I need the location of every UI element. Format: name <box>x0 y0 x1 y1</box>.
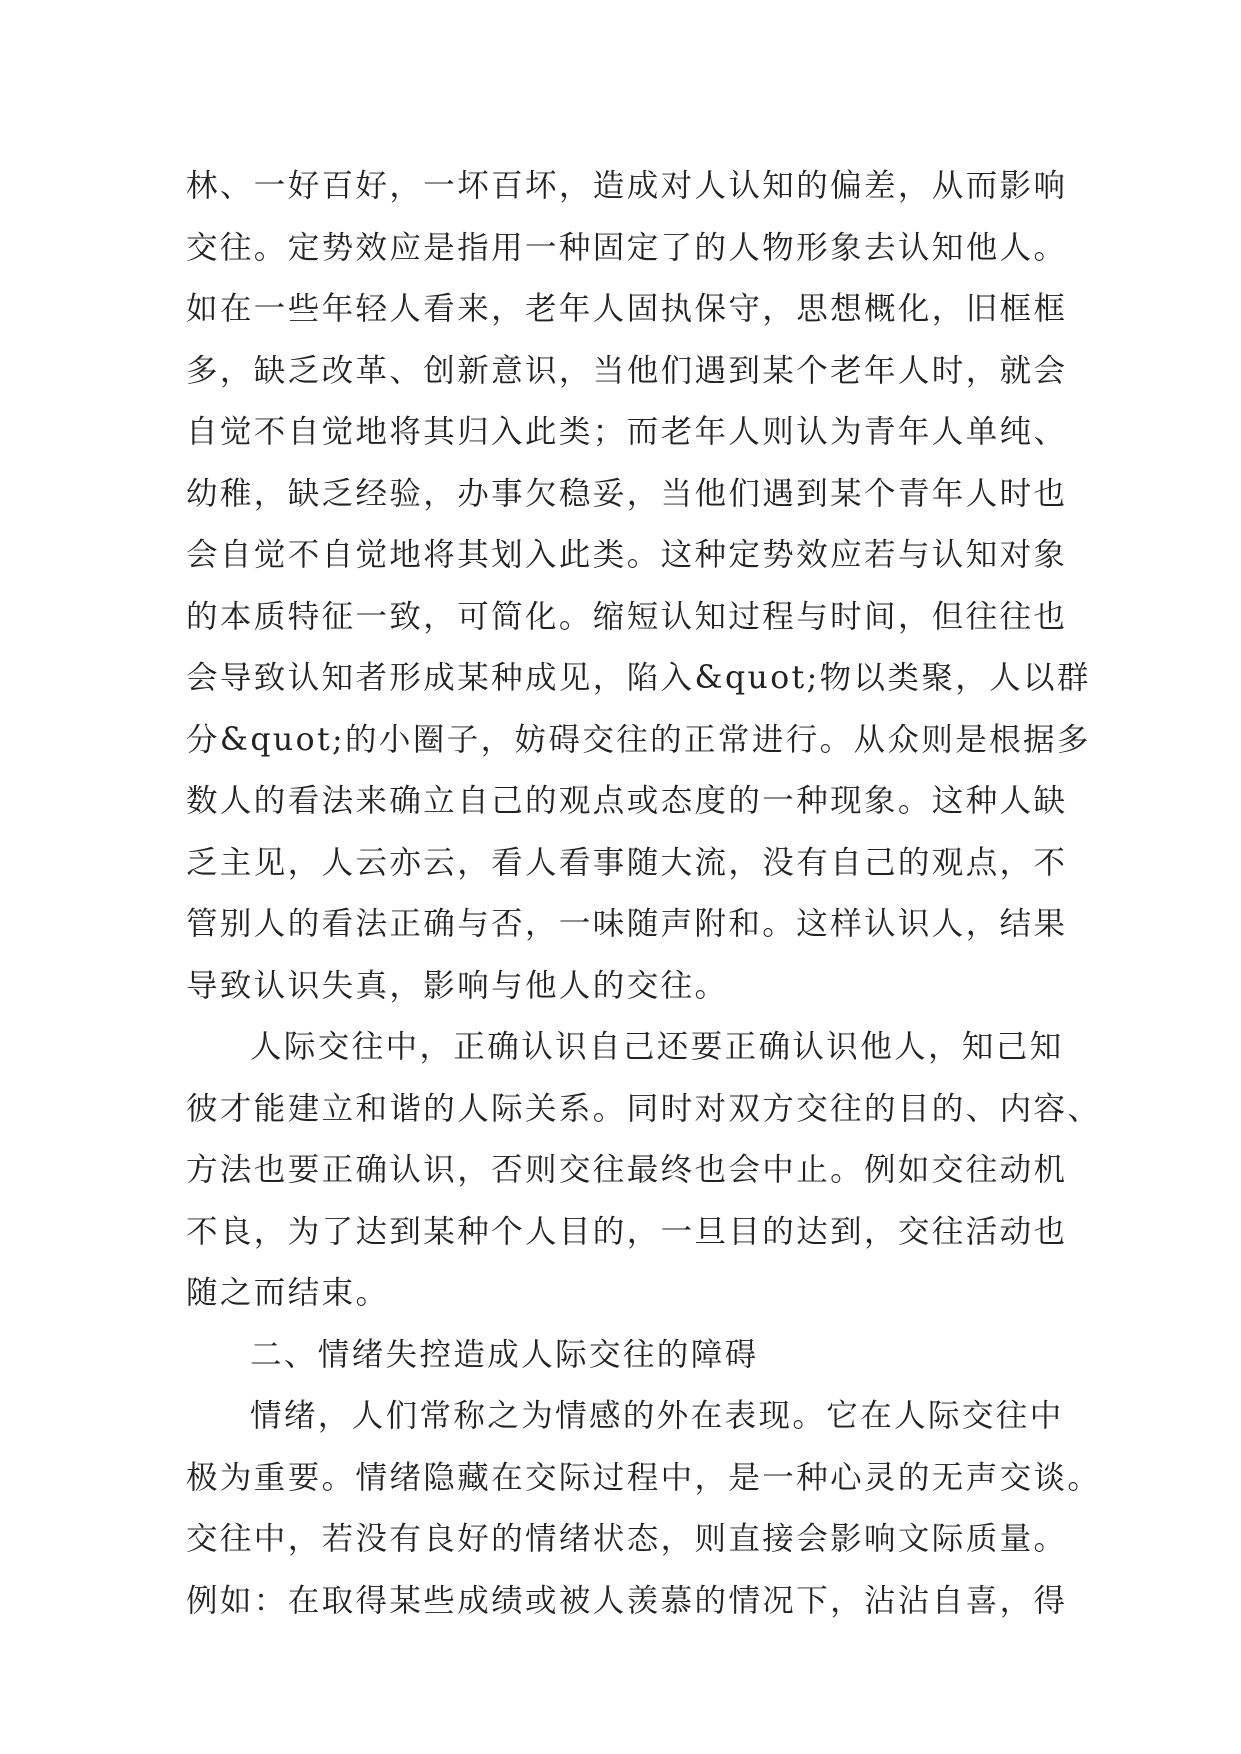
text-line: 幼稚，缺乏经验，办事欠稳妥，当他们遇到某个青年人时也 <box>186 475 1068 512</box>
text-line: 交往中，若没有良好的情绪状态，则直接会影响文际质量。 <box>186 1521 1068 1557</box>
text-line: 会导致认知者形成某种成见，陷入&quot;物以类聚，人以群 <box>186 660 1091 696</box>
paragraph-first-line: 人际交往中，正确认识自己还要正确认识他人，知己知 <box>250 1029 1064 1065</box>
text-line: 会自觉不自觉地将其划入此类。这种定势效应若与认知对象 <box>186 537 1068 573</box>
text-line: 导致认识失真，影响与他人的交往。 <box>186 967 729 1004</box>
text-line: 乏主见，人云亦云，看人看事随大流，没有自己的观点，不 <box>186 844 1068 881</box>
text-line: 例如：在取得某些成绩或被人羡慕的情况下，沾沾自喜，得 <box>186 1582 1068 1619</box>
text-line: 的本质特征一致，可简化。缩短认知过程与时间，但往往也 <box>186 598 1068 635</box>
text-line: 林、一好百好，一坏百坏，造成对人认知的偏差，从而影响 <box>186 168 1068 204</box>
text-line: 极为重要。情绪隐藏在交际过程中，是一种心灵的无声交谈。 <box>186 1459 1102 1496</box>
text-line: 如在一些年轻人看来，老年人固执保守，思想概化，旧框框 <box>186 291 1068 327</box>
text-line: 随之而结束。 <box>186 1275 390 1311</box>
paragraph-first-line: 情绪，人们常称之为情感的外在表现。它在人际交往中 <box>250 1398 1064 1434</box>
text-line: 多，缺乏改革、创新意识，当他们遇到某个老年人时，就会 <box>186 352 1068 389</box>
text-line: 方法也要正确认识，否则交往最终也会中止。例如交往动机 <box>186 1152 1068 1188</box>
text-line: 自觉不自觉地将其归入此类；而老年人则认为青年人单纯、 <box>186 414 1068 450</box>
paragraph-first-line: 二、情绪失控造成人际交往的障碍 <box>250 1336 759 1373</box>
text-line: 数人的看法来确立自己的观点或态度的一种现象。这种人缺 <box>186 783 1068 819</box>
text-line: 彼才能建立和谐的人际关系。同时对双方交往的目的、内容、 <box>186 1090 1102 1127</box>
text-line: 交往。定势效应是指用一种固定了的人物形象去认知他人。 <box>186 229 1068 266</box>
text-line: 分&quot;的小圈子，妨碍交往的正常进行。从众则是根据多 <box>186 721 1091 758</box>
text-line: 不良，为了达到某种个人目的，一旦目的达到，交往活动也 <box>186 1213 1068 1250</box>
document-body-text <box>186 156 1102 1632</box>
text-line: 管别人的看法正确与否，一味随声附和。这样认识人，结果 <box>186 906 1068 942</box>
